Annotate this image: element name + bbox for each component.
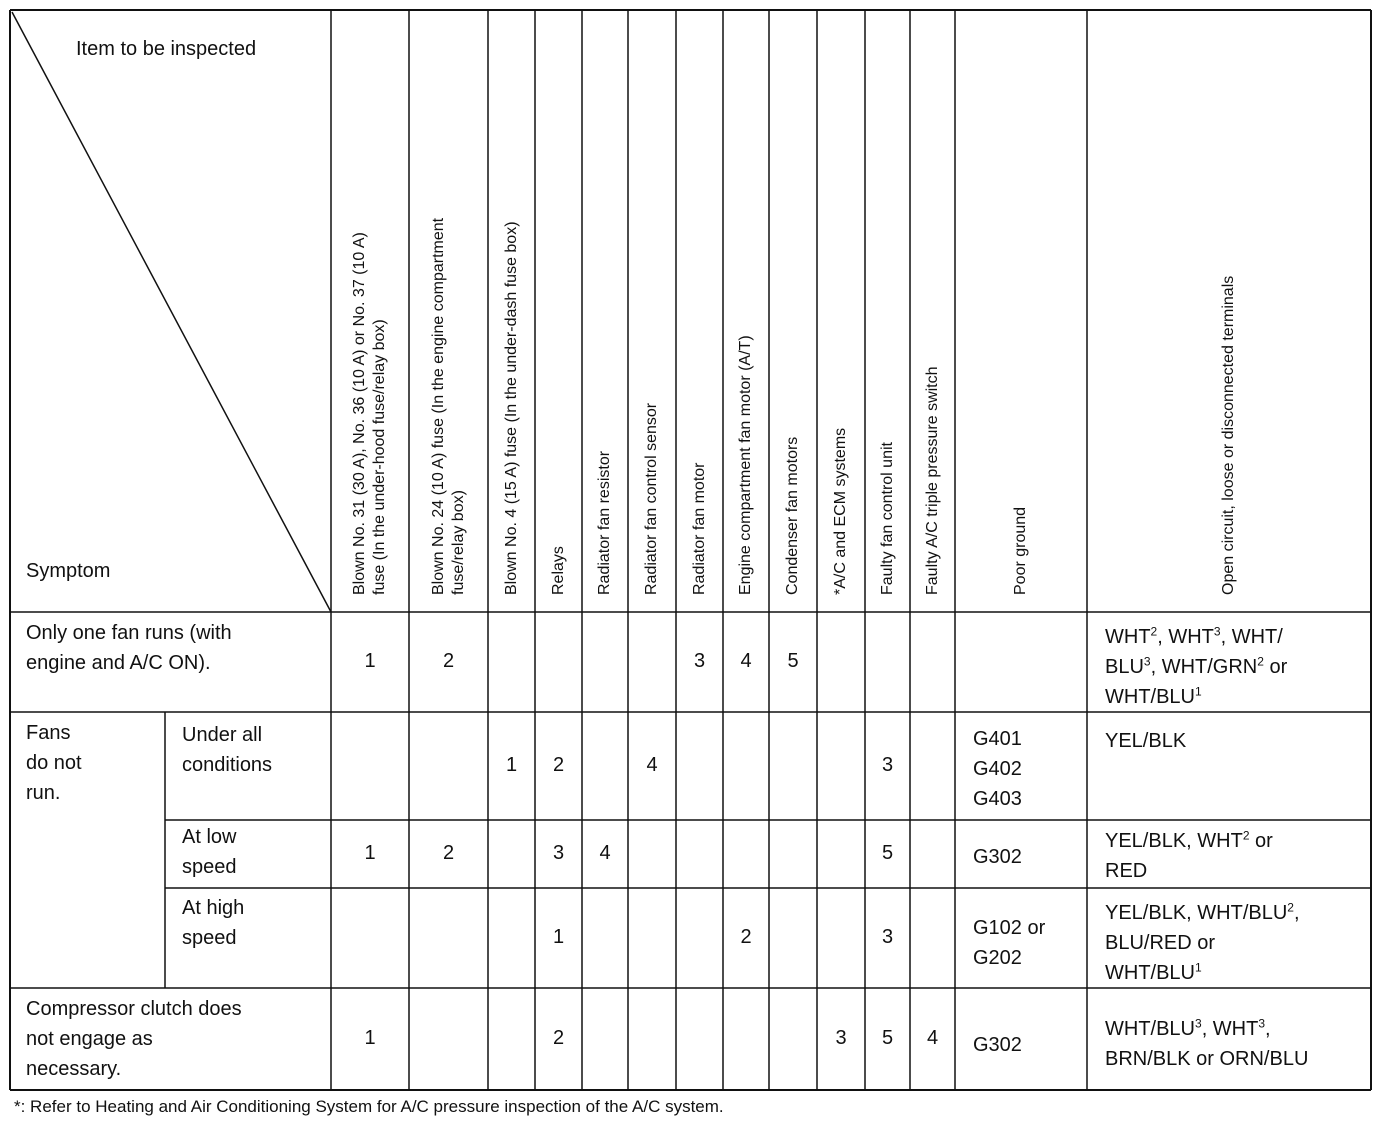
rank-cell: 3 xyxy=(552,842,565,864)
terminal-text: BLU/RED or xyxy=(1105,932,1216,954)
column-header-line: fuse (In the under-hood fuse/relay box) xyxy=(371,319,388,595)
terminals-line xyxy=(1105,1044,1308,1074)
symptom-text: At low speed xyxy=(182,826,237,878)
terminal-text: , xyxy=(1265,1018,1271,1040)
terminal-text: WHT xyxy=(1105,626,1151,648)
superscript: 3 xyxy=(1195,1016,1202,1031)
terminal-text: YEL/BLK xyxy=(1105,730,1187,752)
column-header-line: fuse/relay box) xyxy=(449,490,467,595)
column-header xyxy=(878,442,898,595)
footnote: *: Refer to Heating and Air Conditioning System for A/C pressure inspection of the A/C system. xyxy=(14,1097,724,1116)
terminal-text: , WHT/ xyxy=(1220,626,1283,648)
superscript: 3 xyxy=(1258,1016,1266,1031)
rank-cell: 3 xyxy=(881,754,894,776)
rank-cell: 5 xyxy=(787,650,799,672)
terminals-line xyxy=(1105,1014,1308,1044)
terminals-line xyxy=(1105,928,1300,958)
terminals-line xyxy=(1105,622,1287,652)
column-header-line: *A/C and ECM systems xyxy=(832,427,849,595)
column-header xyxy=(1011,507,1031,595)
column-header xyxy=(429,218,469,595)
terminal-text: YEL/BLK, WHT/BLU xyxy=(1105,902,1288,924)
superscript: 2 xyxy=(1287,900,1294,915)
terminals-line xyxy=(1105,726,1186,756)
column-header xyxy=(690,462,710,595)
ground-cell: G102 or G202 xyxy=(973,917,1046,969)
ground-cell: G401 G402 G403 xyxy=(973,728,1022,810)
superscript: 2 xyxy=(1150,624,1158,639)
ground-cell: G302 xyxy=(973,1034,1022,1056)
rank-cell: 5 xyxy=(881,1027,894,1049)
superscript: 2 xyxy=(1242,828,1250,843)
rank-cell: 3 xyxy=(693,650,706,672)
superscript: 1 xyxy=(1195,684,1202,699)
terminals-cell xyxy=(1105,1014,1308,1074)
column-header-line: Blown No. 31 (30 A), No. 36 (10 A) or No. 37 (10 A) xyxy=(351,232,368,595)
column-header xyxy=(923,366,943,595)
column-header xyxy=(502,221,522,595)
terminal-text: , WHT xyxy=(1157,626,1214,648)
column-header-line: Open circuit, loose or disconnected terminals xyxy=(1220,275,1237,595)
header-diagonal xyxy=(12,12,331,612)
header-item-label: Item to be inspected xyxy=(76,38,257,60)
rank-cell: 1 xyxy=(364,842,376,864)
rank-cell: 2 xyxy=(552,754,565,776)
column-header-line: Blown No. 4 (15 A) fuse (In the under-dash fuse box) xyxy=(502,221,520,595)
terminals-line xyxy=(1105,958,1300,988)
terminal-text: BRN/BLK or ORN/BLU xyxy=(1105,1048,1309,1070)
rank-cell: 1 xyxy=(364,1027,376,1049)
column-header-line: Engine compartment fan motor (A/T) xyxy=(737,335,754,595)
rank-cell: 1 xyxy=(505,754,518,776)
terminals-cell xyxy=(1105,726,1186,756)
column-header-line: Poor ground xyxy=(1012,506,1029,595)
terminals-line xyxy=(1105,652,1287,682)
rank-cell: 2 xyxy=(442,650,455,672)
symptom-text: Only one fan runs (with engine and A/C ON). xyxy=(26,622,232,674)
column-header-line: Radiator fan resistor xyxy=(596,450,613,595)
terminal-text: RED xyxy=(1105,860,1148,882)
terminal-text: BLU xyxy=(1105,656,1144,678)
rank-cell: 3 xyxy=(881,926,894,948)
column-header xyxy=(736,335,756,595)
rank-cell: 4 xyxy=(740,650,752,672)
terminals-line xyxy=(1105,856,1273,886)
terminal-text: WHT/BLU xyxy=(1105,962,1195,984)
terminal-text: WHT/BLU xyxy=(1105,686,1195,708)
terminal-text: , WHT/GRN xyxy=(1150,656,1258,678)
terminals-cell xyxy=(1105,622,1287,712)
rank-cell: 4 xyxy=(599,842,611,864)
rank-cell: 4 xyxy=(926,1027,939,1049)
column-header-line: Condenser fan motors xyxy=(784,436,801,595)
symptom-group: Fans do not run. xyxy=(26,722,82,804)
column-header xyxy=(595,451,615,595)
rank-cell: 5 xyxy=(881,842,894,864)
column-header-line: Relays xyxy=(549,546,567,595)
rank-cell: 2 xyxy=(442,842,455,864)
column-header xyxy=(1219,276,1239,595)
ground-cell: G302 xyxy=(973,846,1022,868)
symptom-text: Compressor clutch does not engage as necessary. xyxy=(26,998,242,1080)
column-header xyxy=(642,403,662,595)
rank-cell: 2 xyxy=(552,1027,565,1049)
column-header xyxy=(350,232,390,595)
terminals-line xyxy=(1105,826,1273,856)
terminal-text: , xyxy=(1293,902,1300,924)
terminal-text: or xyxy=(1249,830,1273,852)
superscript: 1 xyxy=(1195,960,1202,975)
symptom-text: At high speed xyxy=(182,897,245,949)
column-header-line: Faulty fan control unit xyxy=(878,442,896,595)
column-header xyxy=(831,428,851,595)
column-header-line: Radiator fan control sensor xyxy=(643,402,660,595)
terminal-text: YEL/BLK, WHT xyxy=(1105,830,1243,852)
terminals-line xyxy=(1105,682,1287,712)
terminal-text: or xyxy=(1263,656,1288,678)
terminals-line xyxy=(1105,898,1300,928)
symptom-text: Under all conditions xyxy=(182,724,273,776)
terminals-cell xyxy=(1105,898,1300,988)
superscript: 3 xyxy=(1143,654,1151,669)
column-header xyxy=(549,546,569,595)
column-header xyxy=(783,437,803,595)
superscript: 3 xyxy=(1213,624,1221,639)
rank-cell: 1 xyxy=(552,926,565,948)
terminals-cell xyxy=(1105,826,1273,886)
rank-cell: 2 xyxy=(740,926,752,948)
column-header-line: Radiator fan motor xyxy=(690,462,708,595)
terminal-text: WHT/BLU xyxy=(1105,1018,1195,1040)
rank-cell: 1 xyxy=(364,650,376,672)
header-symptom-label: Symptom xyxy=(26,560,111,582)
terminal-text: , WHT xyxy=(1201,1018,1259,1040)
column-header-line: Faulty A/C triple pressure switch xyxy=(923,366,941,595)
rank-cell: 3 xyxy=(835,1027,847,1049)
rank-cell: 4 xyxy=(646,754,658,776)
superscript: 2 xyxy=(1257,654,1264,669)
column-header-line: Blown No. 24 (10 A) fuse (In the engine compartment xyxy=(429,217,447,595)
